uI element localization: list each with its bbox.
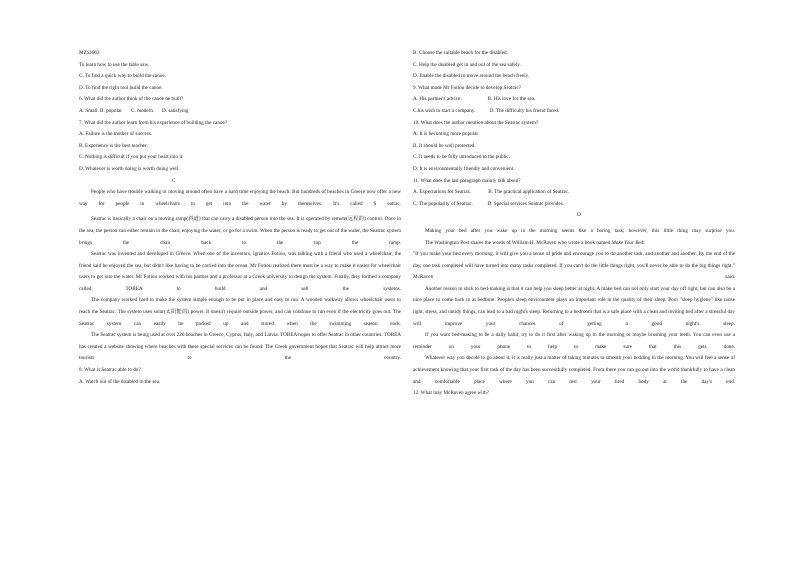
option-line: D. To find the right tool build the canoe. xyxy=(79,84,163,91)
option-line: To learn how to use the table saw. xyxy=(79,61,150,68)
question-11: 11. What does the last paragraph mainly talk about? xyxy=(413,177,521,184)
option-line: A. Watch out of the disabled in the sea. xyxy=(79,378,161,385)
passage-paragraph: The company worked hard to make the system simple enough to be put in place and easy to run. A wooden walkway allows wheelchair users to reach the Seatrac. The system uses solar(太阳能的) power. It doesn't require outside power, and can continue to run even if the electricity goes out. The Seatrac system can easily be packed up and stored when the swimming season ends. xyxy=(79,297,401,327)
passage-paragraph: "If you make your bed every morning, it will give you a sense of pride and encourage you to do another task, and another and another. By the end of the day, one task completed will have turned into many tasks completed. If you can't do the little things right, you'll never be able to do the big things right." McRaven said. xyxy=(413,251,735,281)
option-line: B. It should be well protected. xyxy=(413,142,476,149)
option-line: A. Small. B. popular C. modern. D. satisfying xyxy=(79,107,189,114)
section-letter-d: D xyxy=(577,212,581,219)
passage-paragraph: Another reason to stick to bed-making is that it can help you sleep better at night. A make bed can not only start your day off right, but can also be a nice place to come back to at bedtime. People's sleep environment plays an important role in the quality of their sleep. Poor "sleep hygiene" like noise light, stress, and untidy things, can lead to a bad night's sleep. Returning to a bedroom that is a safe place with a clean and inviting bed after a stressful day will improve your chances of getting a good night's sleep. xyxy=(413,285,735,327)
question-8: 8. What is Seatrac able to do? xyxy=(79,367,141,374)
passage-paragraph: Whatever way you decide to go about it, it is really just a matter of taking minutes to smooth your bedding in the morning. You will feel a sense of achievement knowing that your first task of the day has been successfully completed. From there you can go out into the world thankfully to have a clean and comfortable place where you can rest your tired body at the day's end. xyxy=(413,355,735,385)
option-line: A. It is becoming more popular. xyxy=(413,131,480,138)
option-line: D. It is environmentally friendly and convenient. xyxy=(413,165,515,172)
option-line: D. Whatever is worth doing is worth doing well. xyxy=(79,165,180,172)
question-9: 9. What made Mr Fotiou decide to develop Seatrac? xyxy=(413,84,522,91)
passage-paragraph: The Seatrac system is being used at over 220 beaches in Greece, Cyprus, Italy, and Latvia. TOBEA hopes to offer Seatrac in other countries. TOBEA has created a website showing where beaches with these special services can be found. The Greek government hopes that Seatrac will help attract more tourists to the country. xyxy=(79,332,401,362)
book-title: Make Your Bed xyxy=(611,239,644,246)
passage-paragraph: Seatrac was invented and developed in Greece. When one of the inventors, Ignatios Fotiou, was talking with a friend who used a wheelchair, the friend said he enjoyed the sea, but didn't like having to be carried into the ocean. Mr Fotiou realized there must be a way to make it easier for wheelchair users to get into the water. Mr Fotiou worked with his partner and a professor at a Greek university to design the system. Finally, they formed a company called TOBEA to build and sell the systems. xyxy=(79,251,401,292)
option-line: B. Choose the suitable beach for the disabled. xyxy=(413,50,508,56)
question-7: 7. What did the author learn from his experience of building the canoe? xyxy=(79,119,228,126)
section-letter-c: C xyxy=(172,177,176,184)
passage-paragraph: Making your bed after you wake up in the morning seems like a boring task; however, this little thing may surprise you. xyxy=(425,227,735,234)
option-line: A. Expectations for Seatrac. B. The practical application of Seatrac. xyxy=(413,189,570,196)
question-12: 12. What may McRaven agree with? xyxy=(413,390,489,397)
book-intro-text: The Washington Post shares the words of William H. McRaven who wrote a book named xyxy=(425,239,612,246)
option-line: C. Nothing is difficult if you put your heart into it. xyxy=(79,154,184,161)
passage-paragraph: People who have trouble walking or moving around often have a hard time enjoying the beach. But hundreds of beaches in Greece now offer a new way for people in wheelchairs to get into the water by themselves. It's called S eatrac. xyxy=(79,189,401,207)
question-6: 6. What did the author think of the canoe he built? xyxy=(79,96,184,103)
left-column xyxy=(79,48,401,388)
option-line: C. Help the disabled get in and out of the sea safely. xyxy=(413,61,521,68)
option-line: C. To find a quick way to build the canoe. xyxy=(79,73,166,80)
passage-paragraph: If you want bed-making to be a daily habit, try to do it first after waking up in the morning or maybe brushing your teeth. You can even use a reminder on your phone to help to make sure that this gets done. xyxy=(413,332,735,350)
option-line: C.his wish to start a company. D. The difficulty his friend faced. xyxy=(413,107,560,114)
right-column xyxy=(413,48,735,400)
option-line: A. His partner's advice. B. His love for the sea. xyxy=(413,96,536,103)
question-10: 10. What does the author mention about the Seatrac system? xyxy=(413,119,539,126)
exam-code: MZSJ663 xyxy=(79,50,100,56)
option-line: D. Enable the disabled to move around the beach freely. xyxy=(413,73,530,80)
option-line: C. The popularity of Seatrac. D. Special services Seatrac provides. xyxy=(413,200,565,207)
passage-paragraph xyxy=(413,238,735,250)
book-intro-colon: : xyxy=(643,239,645,246)
option-line: C. It needs to be fully introduced to the public. xyxy=(413,154,510,161)
option-line: B. Experience is the best teacher. xyxy=(79,142,148,149)
option-line: A. Failure is the mother of success. xyxy=(79,131,153,138)
passage-paragraph: Seatrac is basically a chair on a moving ramp(斜道) that can carry a disabled person into the sea. It is operated by remote(远程的) control. Once in the sea, the person can either remain in the chair, enjoying the water, or go for a swim. When the person is ready to get out of the water, the Seatrac system brings the chair back to the top the ramp. xyxy=(79,216,401,246)
